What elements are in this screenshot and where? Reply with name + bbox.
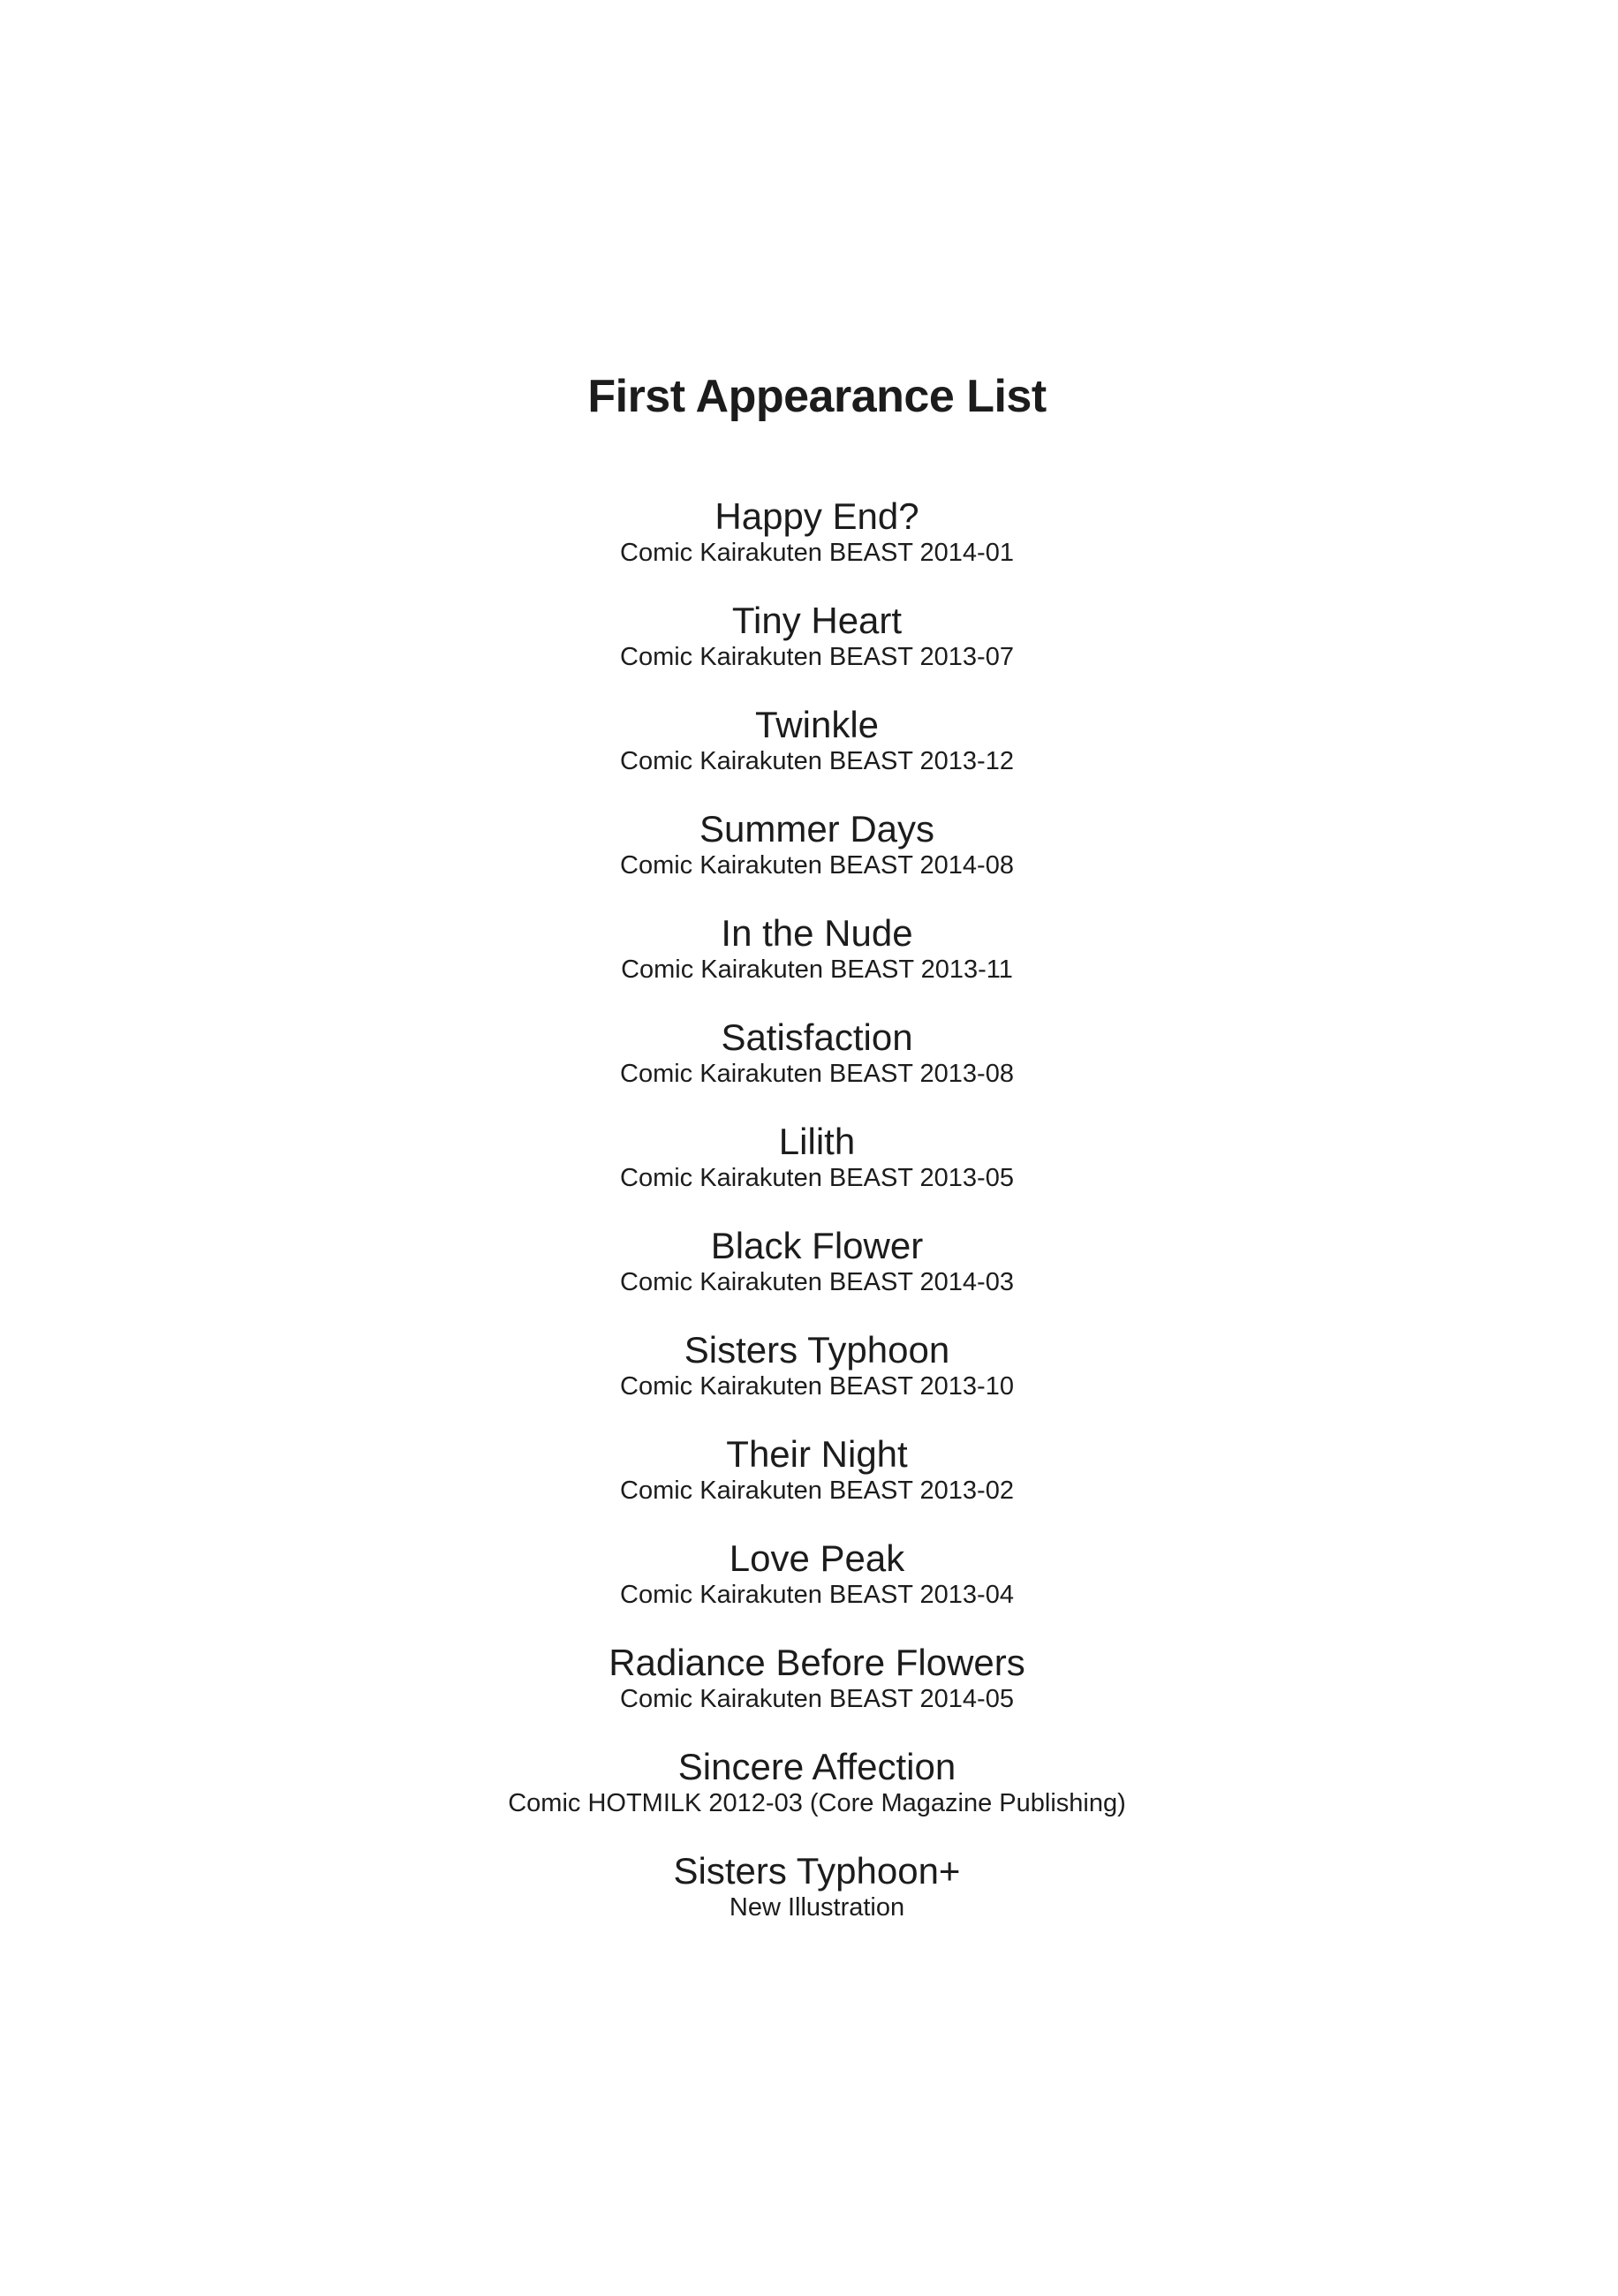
work-title: Tiny Heart <box>731 600 903 641</box>
page-title: First Appearance List <box>587 371 1047 422</box>
first-appearance-source: Comic HOTMILK 2012-03 (Core Magazine Publishing) <box>508 1789 1126 1817</box>
first-appearance-source: Comic Kairakuten BEAST 2013-11 <box>621 955 1013 984</box>
list-item <box>16 1850 1618 1922</box>
work-title: Summer Days <box>699 808 935 850</box>
first-appearance-source: Comic Kairakuten BEAST 2013-08 <box>620 1060 1014 1088</box>
first-appearance-source: Comic Kairakuten BEAST 2013-07 <box>620 643 1014 671</box>
list-item <box>16 600 1618 672</box>
list-item <box>16 1537 1618 1610</box>
appearance-list <box>16 495 1618 1922</box>
first-appearance-source: Comic Kairakuten BEAST 2014-05 <box>620 1685 1014 1713</box>
work-title: Radiance Before Flowers <box>609 1642 1025 1683</box>
work-title: Happy End? <box>714 495 919 537</box>
list-item <box>16 1433 1618 1506</box>
list-item <box>16 704 1618 776</box>
work-title: Black Flower <box>710 1225 924 1266</box>
first-appearance-source: Comic Kairakuten BEAST 2013-04 <box>620 1581 1014 1609</box>
work-title: Their Night <box>726 1433 908 1475</box>
first-appearance-source: New Illustration <box>729 1893 905 1922</box>
work-title: Twinkle <box>754 704 880 745</box>
list-item <box>16 1642 1618 1714</box>
list-item <box>16 1016 1618 1089</box>
first-appearance-source: Comic Kairakuten BEAST 2013-05 <box>620 1164 1014 1192</box>
first-appearance-source: Comic Kairakuten BEAST 2014-03 <box>620 1268 1014 1296</box>
work-title: Lilith <box>778 1121 856 1162</box>
work-title: In the Nude <box>721 912 913 954</box>
work-title: Sisters Typhoon <box>684 1329 950 1371</box>
first-appearance-source: Comic Kairakuten BEAST 2014-08 <box>620 851 1014 880</box>
list-item <box>16 1329 1618 1401</box>
list-item <box>16 1746 1618 1818</box>
first-appearance-source: Comic Kairakuten BEAST 2013-10 <box>620 1372 1014 1401</box>
first-appearance-source: Comic Kairakuten BEAST 2013-12 <box>620 747 1014 775</box>
work-title: Satisfaction <box>721 1016 913 1058</box>
list-item <box>16 1225 1618 1297</box>
work-title: Love Peak <box>729 1537 905 1579</box>
list-item <box>16 912 1618 985</box>
work-title: Sincere Affection <box>677 1746 956 1787</box>
list-item <box>16 808 1618 880</box>
list-item <box>16 1121 1618 1193</box>
first-appearance-source: Comic Kairakuten BEAST 2013-02 <box>620 1477 1014 1505</box>
list-item <box>16 495 1618 568</box>
work-title: Sisters Typhoon+ <box>673 1850 961 1892</box>
first-appearance-source: Comic Kairakuten BEAST 2014-01 <box>620 539 1014 567</box>
